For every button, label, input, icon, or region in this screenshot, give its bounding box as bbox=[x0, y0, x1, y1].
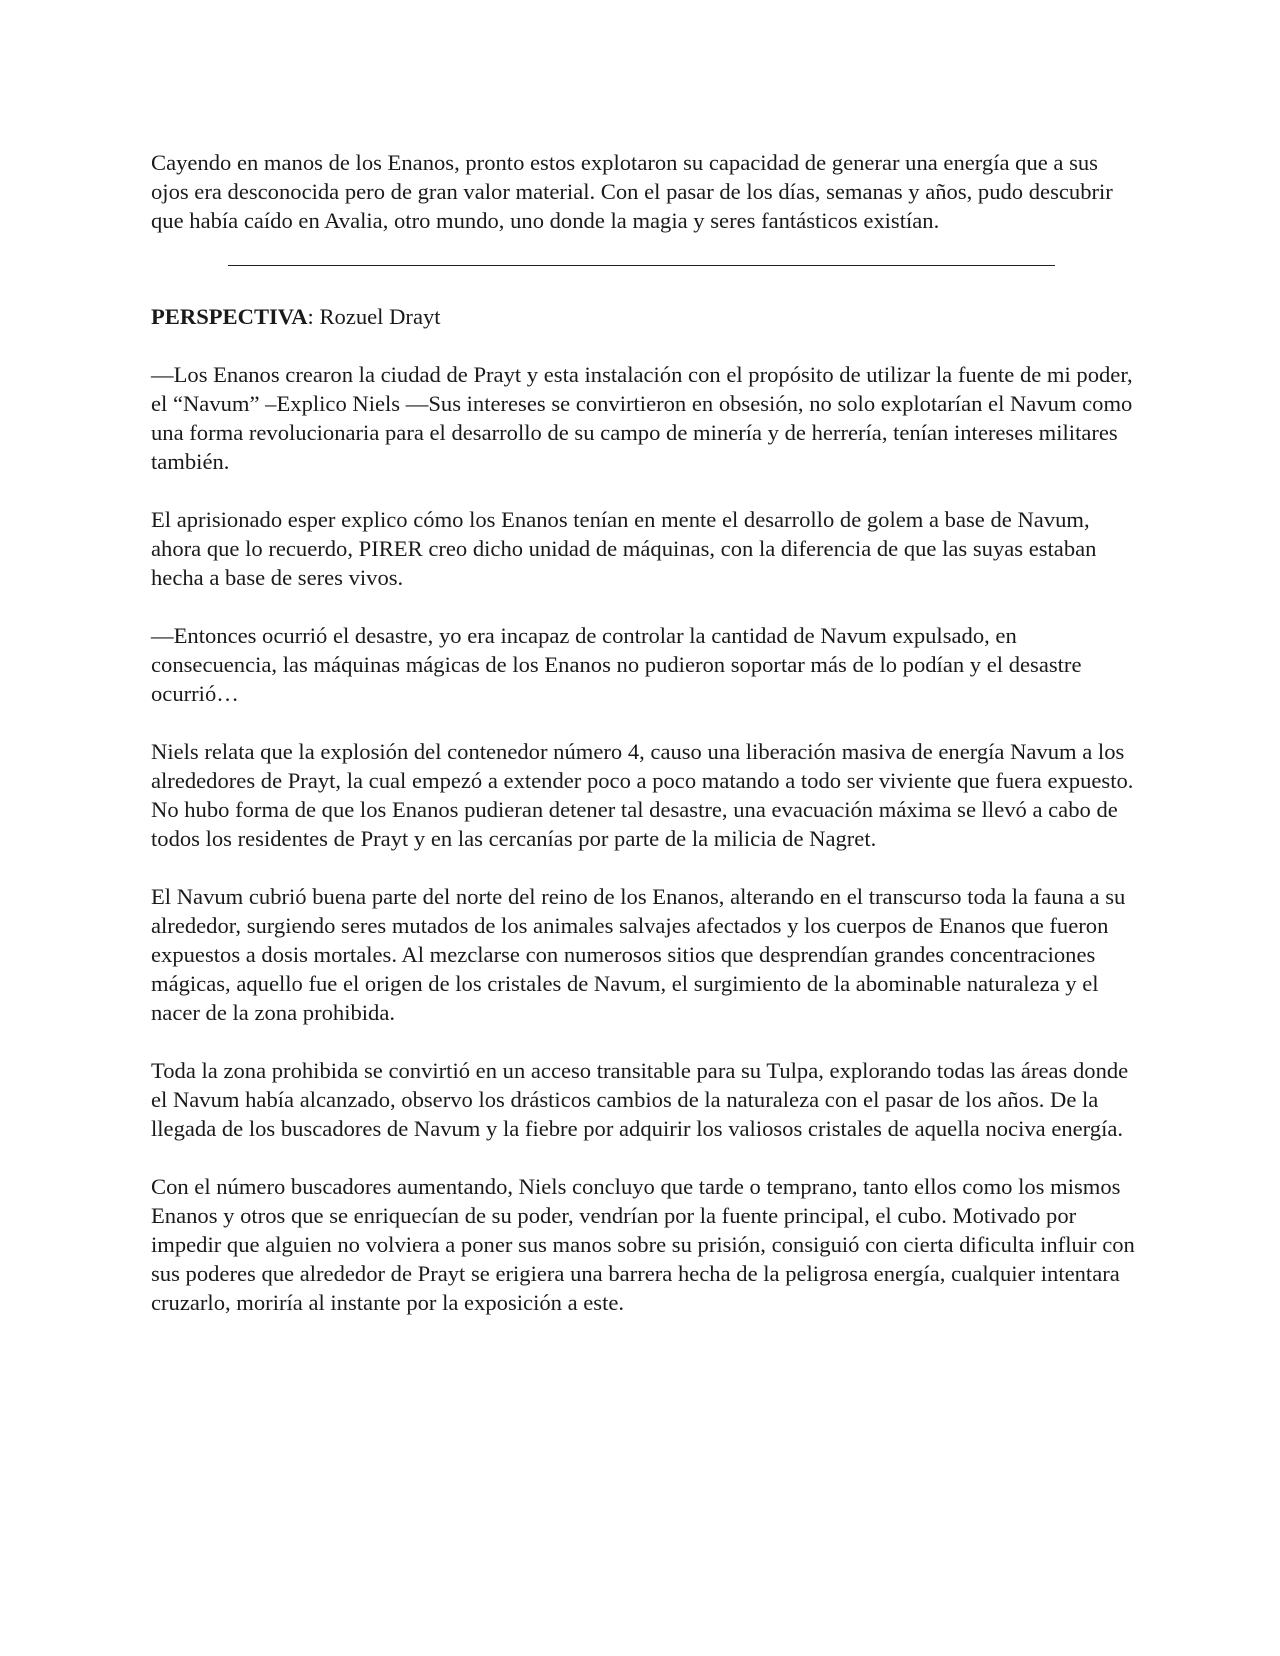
section-divider bbox=[228, 265, 1055, 266]
body-paragraph: Con el número buscadores aumentando, Niels concluyo que tarde o temprano, tanto ellos como los mismos Enanos y otros que se enriquecían de su poder, vendrían por la fuente principal, el cubo. Motivado por impedir que alguien no volviera a poner sus manos sobre su prisión, consiguió con cierta dificulta influir con sus poderes que alrededor de Prayt se erigiera una barrera hecha de la peligrosa energía, cualquier intentara cruzarlo, moriría al instante por la exposición a este. bbox=[151, 1174, 1135, 1315]
body-paragraph: Niels relata que la explosión del contenedor número 4, causo una liberación masiva de energía Navum a los alrededores de Prayt, la cual empezó a extender poco a poco matando a todo ser viviente que fuera expuesto. No hubo forma de que los Enanos pudieran detener tal desastre, una evacuación máxima se llevó a cabo de todos los residentes de Prayt y en las cercanías por parte de la milicia de Nagret. bbox=[151, 739, 1134, 851]
perspective-label: PERSPECTIVA bbox=[151, 304, 308, 329]
body-paragraph: —Los Enanos crearon la ciudad de Prayt y esta instalación con el propósito de utilizar la fuente de mi poder, el “Navum” –Explico Niels —Sus intereses se convirtieron en obsesión, no solo explotarían el Navum como una forma revolucionaria para el desarrollo de su campo de minería y de herrería, tenían intereses militares también. bbox=[151, 362, 1133, 474]
perspective-heading bbox=[151, 302, 1141, 331]
intro-paragraph: Cayendo en manos de los Enanos, pronto estos explotaron su capacidad de generar una energía que a sus ojos era desconocida pero de gran valor material. Con el pasar de los días, semanas y años, pudo descubrir que había caído en Avalia, otro mundo, uno donde la magia y seres fantásticos existían. bbox=[151, 150, 1113, 233]
body-paragraph: —Entonces ocurrió el desastre, yo era incapaz de controlar la cantidad de Navum expulsado, en consecuencia, las máquinas mágicas de los Enanos no pudieron soportar más de lo podían y el desastre ocurrió… bbox=[151, 623, 1082, 706]
body-paragraph: Toda la zona prohibida se convirtió en un acceso transitable para su Tulpa, explorando todas las áreas donde el Navum había alcanzado, observo los drásticos cambios de la naturaleza con el pasar de los años. De la llegada de los buscadores de Navum y la fiebre por adquirir los valiosos cristales de aquella nociva energía. bbox=[151, 1058, 1129, 1141]
perspective-name: : Rozuel Drayt bbox=[307, 304, 441, 329]
body-paragraph: El Navum cubrió buena parte del norte del reino de los Enanos, alterando en el transcurso toda la fauna a su alrededor, surgiendo seres mutados de los animales salvajes afectados y los cuerpos de Enanos que fueron expuestos a dosis mortales. Al mezclarse con numerosos sitios que desprendían grandes concentraciones mágicas, aquello fue el origen de los cristales de Navum, el surgimiento de la abominable naturaleza y el nacer de la zona prohibida. bbox=[151, 884, 1126, 1025]
document-page bbox=[151, 148, 1141, 1346]
body-paragraph: El aprisionado esper explico cómo los Enanos tenían en mente el desarrollo de golem a base de Navum, ahora que lo recuerdo, PIRER creo dicho unidad de máquinas, con la diferencia de que las suyas estaban hecha a base de seres vivos. bbox=[151, 507, 1097, 590]
